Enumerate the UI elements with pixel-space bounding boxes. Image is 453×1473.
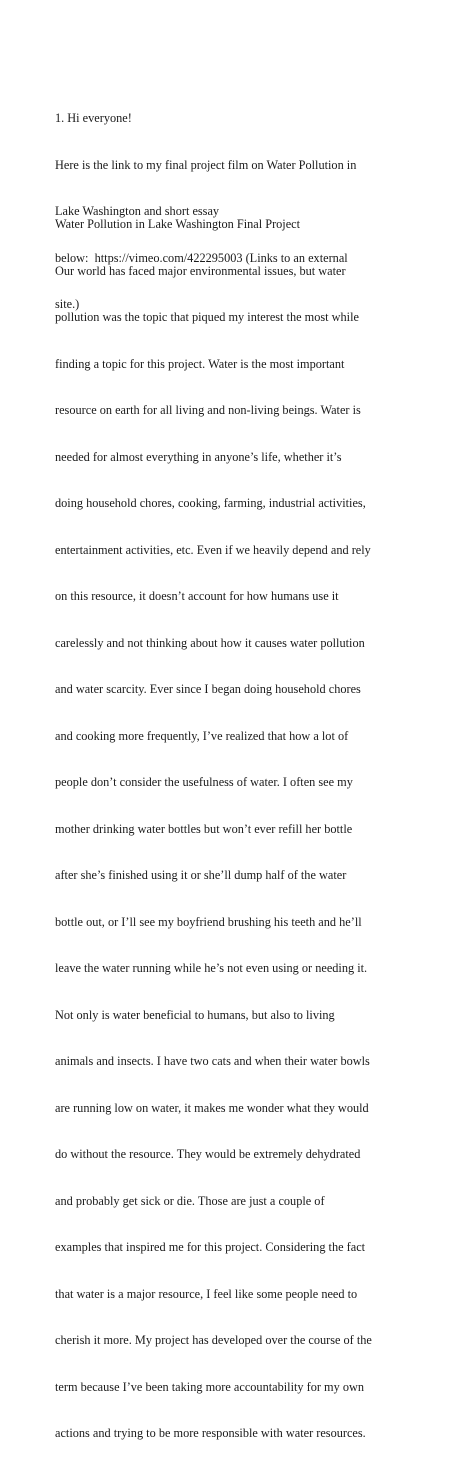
essay-line: after she’s finished using it or she’ll dump half of the water xyxy=(55,868,347,882)
intro-line: Lake Washington and short essay xyxy=(55,204,220,218)
essay-line: Not only is water beneficial to humans, but also to living xyxy=(55,1007,335,1022)
essay-line: and water scarcity. Ever since I began doing household chores xyxy=(55,682,361,696)
essay-line: on this resource, it doesn’t account for how humans use it xyxy=(55,589,339,603)
essay-line: people don’t consider the usefulness of water. I often see my xyxy=(55,775,353,789)
essay-line: entertainment activities, etc. Even if we heavily depend and rely xyxy=(55,542,371,557)
essay-line: doing household chores, cooking, farming, industrial activities, xyxy=(55,496,366,510)
essay xyxy=(55,186,435,1473)
essay-line: term because I’ve been taking more accountability for my own xyxy=(55,1379,365,1394)
essay-line: cherish it more. My project has developed over the course of the xyxy=(55,1333,372,1347)
essay-line: animals and insects. I have two cats and when their water bowls xyxy=(55,1054,370,1068)
essay-line: mother drinking water bottles but won’t ever refill her bottle xyxy=(55,821,353,836)
essay-line: that water is a major resource, I feel like some people need to xyxy=(55,1286,358,1301)
essay-line: carelessly and not thinking about how it causes water pollution xyxy=(55,635,365,650)
essay-line: needed for almost everything in anyone’s life, whether it’s xyxy=(55,449,342,464)
essay-line: do without the resource. They would be extremely dehydrated xyxy=(55,1147,361,1161)
essay-line: actions and trying to be more responsible with water resources. xyxy=(55,1426,366,1440)
essay-line: Our world has faced major environmental issues, but water xyxy=(55,263,346,278)
intro-line: Here is the link to my final project film on Water Pollution in xyxy=(55,157,357,172)
essay-line: and cooking more frequently, I’ve realized that how a lot of xyxy=(55,728,349,743)
essay-line: are running low on water, it makes me wonder what they would xyxy=(55,1100,369,1115)
essay-line: bottle out, or I’ll see my boyfriend brushing his teeth and he’ll xyxy=(55,914,362,929)
intro-line: site.) xyxy=(55,297,80,311)
essay-line: examples that inspired me for this project. Considering the fact xyxy=(55,1240,366,1254)
essay-line: resource on earth for all living and non-living beings. Water is xyxy=(55,403,361,417)
essay-line: leave the water running while he’s not even using or needing it. xyxy=(55,961,368,975)
essay-line: pollution was the topic that piqued my interest the most while xyxy=(55,310,359,324)
essay-title: Water Pollution in Lake Washington Final Project xyxy=(55,217,301,231)
essay-line: and probably get sick or die. Those are just a couple of xyxy=(55,1193,325,1208)
essay-line: finding a topic for this project. Water is the most important xyxy=(55,356,345,371)
intro-link-line[interactable]: below: https://vimeo.com/422295003 (Links to an external xyxy=(55,250,348,265)
post-heading: 1. Hi everyone! xyxy=(55,111,132,125)
